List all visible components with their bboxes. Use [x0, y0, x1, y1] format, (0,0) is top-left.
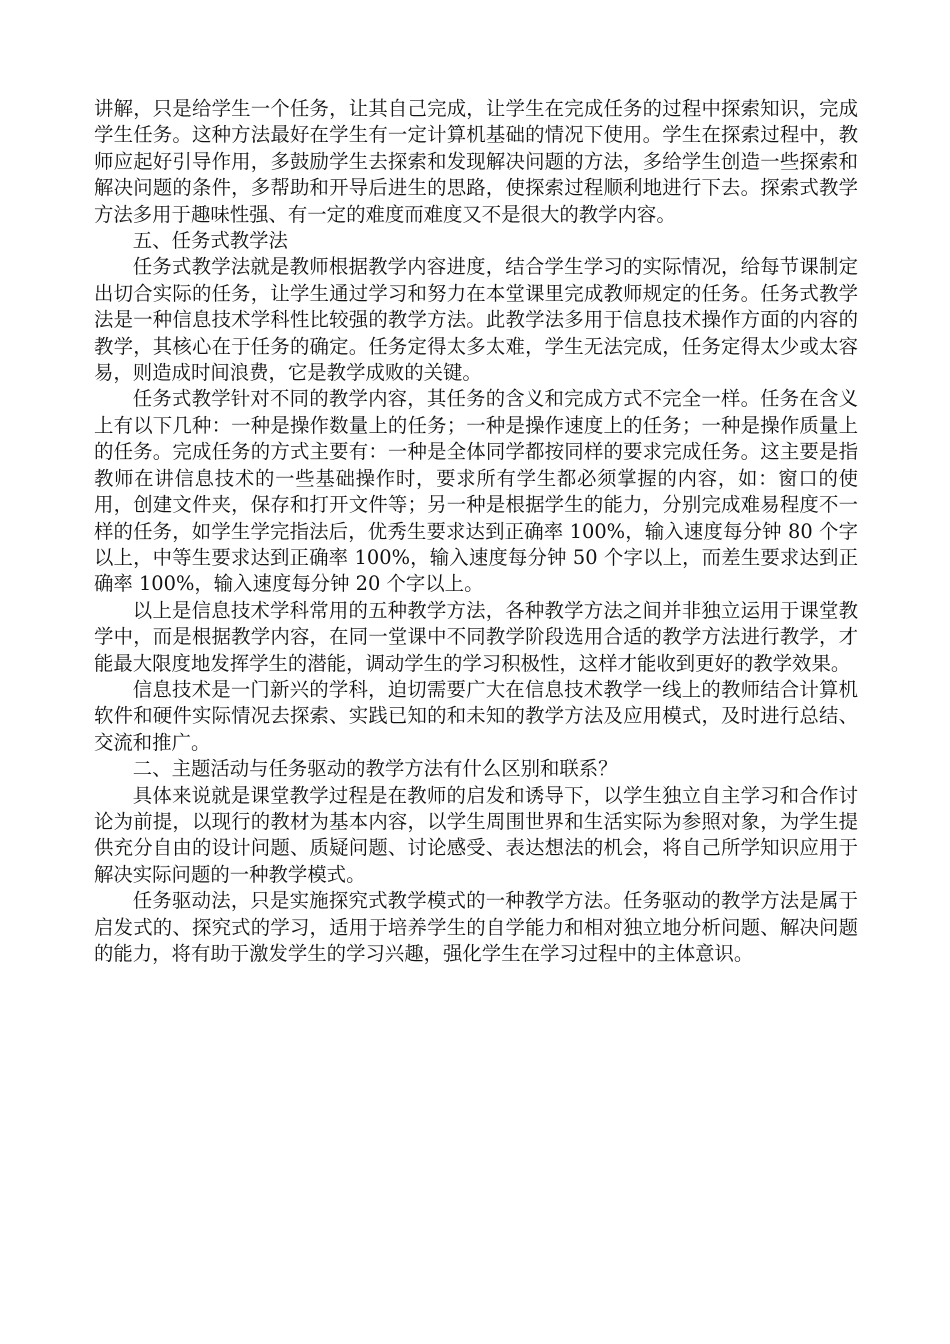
paragraph-five-methods-summary: 以上是信息技术学科常用的五种教学方法，各种教学方法之间并非独立运用于课堂教学中，而是根据教学内容，在同一堂课中不同教学阶段选用合适的教学方法进行教学，才能最大限度地发挥学生的潜能，调动学生的学习积极性，这样才能收到更好的教学效果。: [94, 598, 858, 675]
heading-task-method: 五、任务式教学法: [132, 229, 288, 253]
paragraph-task-driven-method: 任务驱动法，只是实施探究式教学模式的一种教学方法。任务驱动的教学方法是属于启发式的、探究式的学习，适用于培养学生的自学能力和相对独立地分析问题、解决问题的能力，将有助于激发学生的学习兴趣，强化学生在学习过程中的主体意识。: [94, 889, 858, 965]
paragraph-it-subject-outlook: 信息技术是一门新兴的学科，迫切需要广大在信息技术教学一线上的教师结合计算机软件和硬件实际情况去探索、实践已知的和未知的教学方法及应用模式，及时进行总结、交流和推广。: [94, 677, 858, 754]
paragraph-task-method-definition: 任务式教学法就是教师根据教学内容进度，结合学生学习的实际情况，给每节课制定出切合实际的任务，让学生通过学习和努力在本堂课里完成教师规定的任务。任务式教学法是一种信息技术学科性比较强的教学方法。此教学法多用于信息技术操作方面的内容的教学，其核心在于任务的确定。任务定得太多太难，学生无法完成，任务定得太少或太容易，则造成时间浪费，它是教学成败的关键。: [94, 255, 858, 385]
paragraph-exploration-method-continued: 讲解，只是给学生一个任务，让其自己完成，让学生在完成任务的过程中探索知识，完成学生任务。这种方法最好在学生有一定计算机基础的情况下使用。学生在探索过程中，教师应起好引导作用，多鼓励学生去探索和发现解决问题的方法，多给学生创造一些探索和解决问题的条件，多帮助和开导后进生的思路，使探索过程顺利地进行下去。探索式教学方法多用于趣味性强、有一定的难度而难度又不是很大的教学内容。: [94, 97, 858, 226]
heading-theme-vs-task-driven: 二、主题活动与任务驱动的教学方法有什么区别和联系？: [132, 757, 618, 781]
document-page: [94, 96, 858, 967]
paragraph-inquiry-teaching-model: 具体来说就是课堂教学过程是在教师的启发和诱导下，以学生独立自主学习和合作讨论为前提，以现行的教材为基本内容，以学生周围世界和生活实际为参照对象，为学生提供充分自由的设计问题、质疑问题、讨论感受、表达想法的机会，将自己所学知识应用于解决实际问题的一种教学模式。: [94, 783, 858, 886]
paragraph-task-types: 任务式教学针对不同的教学内容，其任务的含义和完成方式不完全一样。任务在含义上有以下几种：一种是操作数量上的任务；一种是操作速度上的任务；一种是操作质量上的任务。完成任务的方式主要有：一种是全体同学都按同样的要求完成任务。这主要是指教师在讲信息技术的一些基础操作时，要求所有学生都必须掌握的内容，如：窗口的使用，创建文件夹，保存和打开文件等；另一种是根据学生的能力，分别完成难易程度不一样的任务，如学生学完指法后，优秀生要求达到正确率 100%，输入速度每分钟 80 个字以上，中等生要求达到正确率 100%，输入速度每分钟 50 个字以上，而差生要求达到正确率 100%，输入速度每分钟 20 个字以上。: [94, 387, 858, 596]
